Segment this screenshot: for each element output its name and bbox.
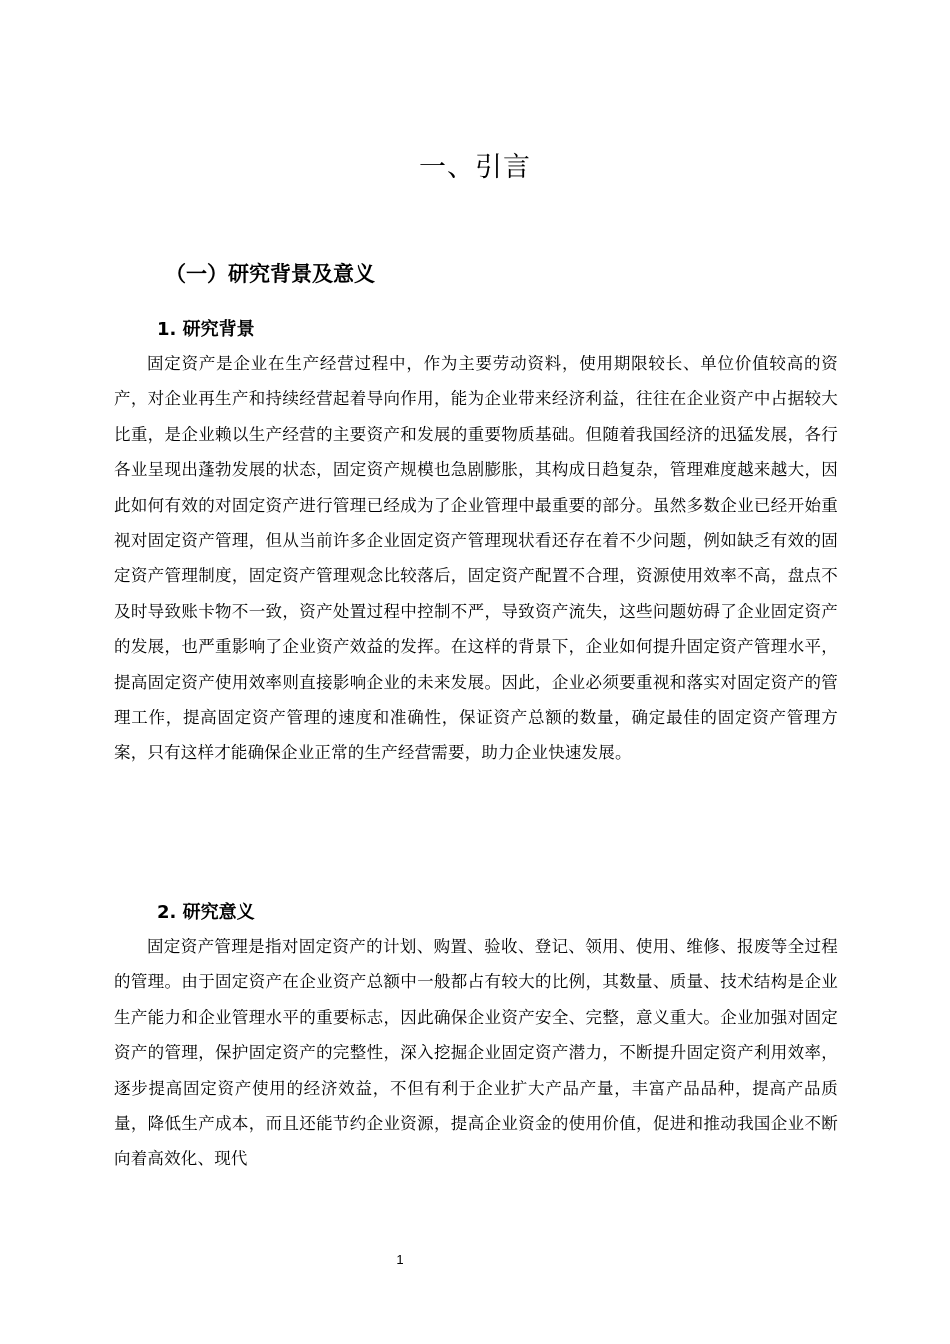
subsection-title-significance: 2. 研究意义: [157, 902, 255, 923]
page-number: 1: [396, 1252, 404, 1267]
chapter-title: 一、引言: [419, 152, 531, 183]
section-title: （一）研究背景及意义: [165, 262, 375, 286]
subsection-title-background: 1. 研究背景: [157, 319, 255, 340]
paragraph-significance: 固定资产管理是指对固定资产的计划、购置、验收、登记、领用、使用、维修、报废等全过程的管理。由于固定资产在企业资产总额中一般都占有较大的比例，其数量、质量、技术结构是企业生产能力和企业管理水平的重要标志，因此确保企业资产安全、完整，意义重大。企业加强对固定资产的管理，保护固定资产的完整性，深入挖掘企业固定资产潜力，不断提升固定资产利用效率，逐步提高固定资产使用的经济效益，不但有利于企业扩大产品产量，丰富产品品种，提高产品质量，降低生产成本，而且还能节约企业资源，提高企业资金的使用价值，促进和推动我国企业不断向着高效化、现代: [114, 937, 838, 1169]
paragraph-background: 固定资产是企业在生产经营过程中，作为主要劳动资料，使用期限较长、单位价值较高的资产，对企业再生产和持续经营起着导向作用，能为企业带来经济利益，往往在企业资产中占据较大比重，是企业赖以生产经营的主要资产和发展的重要物质基础。但随着我国经济的迅猛发展，各行各业呈现出蓬勃发展的状态，固定资产规模也急剧膨胀，其构成日趋复杂，管理难度越来越大，因此如何有效的对固定资产进行管理已经成为了企业管理中最重要的部分。虽然多数企业已经开始重视对固定资产管理，但从当前许多企业固定资产管理现状看还存在着不少问题，例如缺乏有效的固定资产管理制度，固定资产管理观念比较落后，固定资产配置不合理，资源使用效率不高，盘点不及时导致账卡物不一致，资产处置过程中控制不严，导致资产流失，这些问题妨碍了企业固定资产的发展，也严重影响了企业资产效益的发挥。在这样的背景下，企业如何提升固定资产管理水平，提高固定资产使用效率则直接影响企业的未来发展。因此，企业必须要重视和落实对固定资产的管理工作，提高固定资产管理的速度和准确性，保证资产总额的数量，确定最佳的固定资产管理方案，只有这样才能确保企业正常的生产经营需要，助力企业快速发展。: [114, 354, 838, 763]
